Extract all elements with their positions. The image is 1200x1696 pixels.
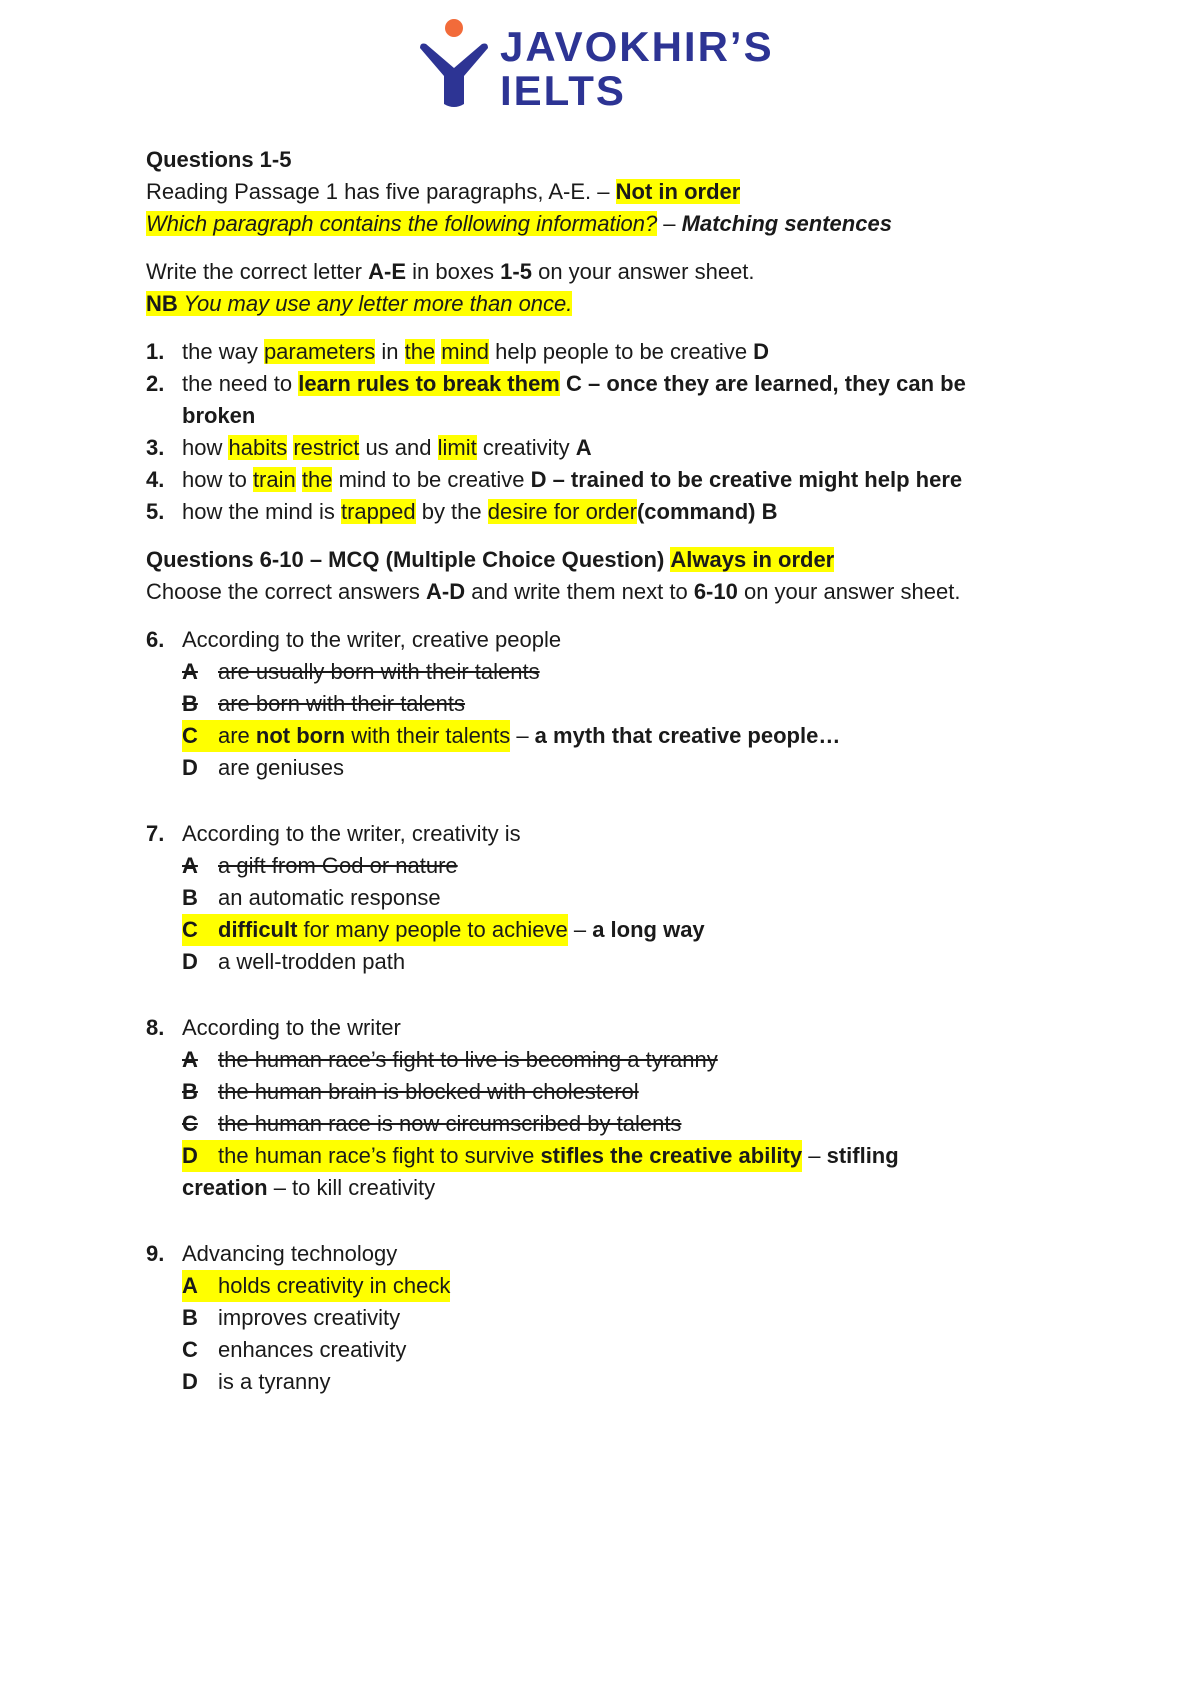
option-b: B improves creativity [182,1305,401,1330]
option-d: D a well-trodden path [182,949,406,974]
question-6: 6. According to the writer, creative people [146,627,562,652]
option-a: A are usually born with their talents [182,659,540,684]
list-item: 4. how to train the mind to be creative D – trained to be creative might help here [146,467,963,492]
option-a: A the human race’s fight to live is becoming a tyranny [182,1047,718,1072]
option-c: C are not born with their talents – a myth that creative people… [146,720,1086,752]
section1-intro: Reading Passage 1 has five paragraphs, A-E. – Not in order [146,179,741,204]
option-d: D is a tyranny [182,1369,331,1394]
option-a: A holds creativity in check [146,1270,1086,1302]
logo-mark-icon [414,18,494,110]
option-d: D are geniuses [182,755,344,780]
option-a: A a gift from God or nature [182,853,458,878]
section1-question-type: Which paragraph contains the following information? – Matching sentences [146,211,892,236]
document-body [146,144,1086,1398]
option-d-continuation: creation – to kill creativity [182,1175,436,1200]
option-b: B an automatic response [182,885,441,910]
section1-instruction: Write the correct letter A-E in boxes 1-5 on your answer sheet. [146,259,755,284]
list-item: 3. how habits restrict us and limit creativity A [146,435,592,460]
question-9: 9. Advancing technology [146,1241,398,1266]
option-c: C difficult for many people to achieve – a long way [146,914,1086,946]
question-8: 8. According to the writer [146,1015,401,1040]
list-item: 1. the way parameters in the mind help people to be creative D [146,339,770,364]
section2-title: Questions 6-10 – MCQ (Multiple Choice Question) Always in order [146,547,835,572]
logo-line-2: IELTS [500,67,626,114]
logo-line-1: JAVOKHIR’S [500,23,774,70]
section2-instruction: Choose the correct answers A-D and write them next to 6-10 on your answer sheet. [146,579,961,604]
option-b: B are born with their talents [182,691,466,716]
list-item: 5. how the mind is trapped by the desire for order(command) B [146,499,778,524]
question-7: 7. According to the writer, creativity is [146,821,521,846]
option-c: C enhances creativity [182,1337,407,1362]
list-item-continuation: broken [182,403,256,428]
option-b: B the human brain is blocked with cholesterol [182,1079,639,1104]
brand-logo [414,18,814,114]
section1-title: Questions 1-5 [146,147,292,172]
list-item: 2. the need to learn rules to break them C – once they are learned, they can be [146,371,966,396]
option-d: D the human race’s fight to survive stifles the creative ability – stifling [146,1140,1086,1172]
option-c: C the human race is now circumscribed by talents [182,1111,682,1136]
section1-nb-note: NB You may use any letter more than once. [146,291,573,316]
